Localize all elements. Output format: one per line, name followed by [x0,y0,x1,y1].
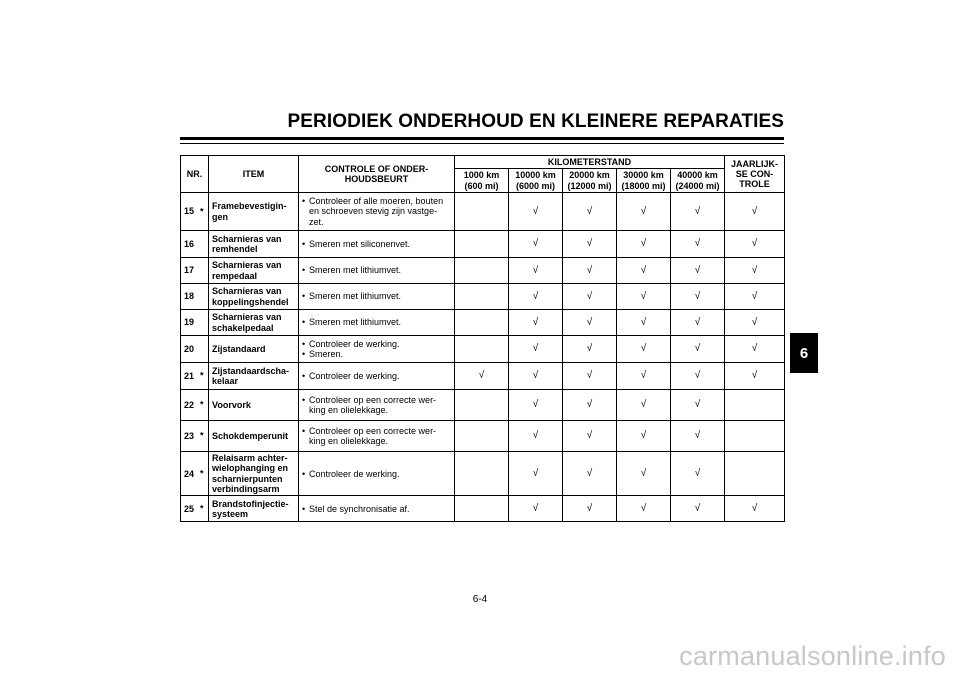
control-list [302,196,451,227]
interval-check-cell [671,421,725,452]
check-mark: √ [751,370,758,382]
mi-value: (6000 mi) [515,180,556,191]
interval-check-cell [509,193,563,231]
table-row [181,336,785,363]
check-mark: √ [640,399,647,411]
interval-check-cell [509,310,563,336]
header-yearly-check: JAARLIJK-SE CON-TROLE [725,156,785,193]
control-item: • Smeren. [302,349,451,359]
check-mark: √ [751,503,758,515]
check-mark: √ [640,503,647,515]
check-mark: √ [694,467,701,479]
check-mark: √ [640,264,647,276]
interval-check-cell [617,336,671,363]
header-km-20000 [563,169,617,193]
row-item: Voorvork [209,390,299,421]
yearly-check-cell [725,390,785,421]
yearly-check-cell [725,336,785,363]
interval-check-cell [671,310,725,336]
dealer-service-asterisk: * [200,399,204,410]
table-row [181,193,785,231]
control-item: • Controleer op een correcte wer-king en olielekkage. [302,395,451,416]
dealer-service-asterisk: * [200,503,204,514]
row-control [299,390,455,421]
check-mark: √ [751,205,758,217]
header-km-40000 [671,169,725,193]
row-number [181,231,209,258]
interval-check-cell [617,231,671,258]
row-number-value: 23 [184,430,195,441]
check-mark: √ [694,370,701,382]
check-mark: √ [586,264,593,276]
row-number [181,258,209,284]
row-control [299,496,455,522]
interval-check-cell [617,310,671,336]
row-control [299,284,455,310]
control-item: • Controleer de werking. [302,339,451,349]
row-item: Scharnieras van rempedaal [209,258,299,284]
interval-check-cell [563,363,617,390]
check-mark: √ [694,205,701,217]
check-mark: √ [640,467,647,479]
control-item: • Stel de synchronisatie af. [302,504,451,514]
interval-check-cell [671,452,725,496]
interval-check-cell [455,496,509,522]
check-mark: √ [694,238,701,250]
row-control [299,363,455,390]
interval-check-cell [617,284,671,310]
interval-check-cell [617,496,671,522]
check-mark: √ [532,238,539,250]
dealer-service-asterisk: * [200,468,204,479]
row-number-value: 15 [184,206,195,217]
check-mark: √ [751,290,758,302]
interval-check-cell [671,496,725,522]
yearly-check-cell [725,284,785,310]
mi-value: (12000 mi) [567,180,612,191]
yearly-check-cell [725,231,785,258]
check-mark: √ [532,205,539,217]
row-number [181,336,209,363]
check-mark: √ [640,316,647,328]
row-number-value: 24 [184,468,195,479]
interval-check-cell [455,421,509,452]
table-row [181,421,785,452]
check-mark: √ [586,343,593,355]
row-number-value: 16 [184,238,195,249]
interval-check-cell [671,258,725,284]
interval-check-cell [563,496,617,522]
row-item: Zijstandaard [209,336,299,363]
control-list [302,317,451,327]
row-number [181,310,209,336]
interval-check-cell [509,421,563,452]
check-mark: √ [694,316,701,328]
row-item: Schokdemperunit [209,421,299,452]
check-mark: √ [532,370,539,382]
control-list [302,239,451,249]
interval-check-cell [563,284,617,310]
table-row [181,363,785,390]
dealer-service-asterisk: * [200,430,204,441]
row-control [299,336,455,363]
control-list [302,339,451,360]
control-list [302,371,451,381]
check-mark: √ [640,343,647,355]
km-value: 40000 km [677,170,718,181]
chapter-tab: 6 [790,333,818,373]
check-mark: √ [532,316,539,328]
control-item: • Smeren met lithiumvet. [302,291,451,301]
row-control [299,258,455,284]
control-item: • Controleer of alle moeren, bouten en schroeven stevig zijn vastge-zet. [302,196,451,227]
check-mark: √ [532,430,539,442]
control-item: • Smeren met lithiumvet. [302,265,451,275]
row-number-value: 19 [184,317,195,328]
interval-check-cell [563,231,617,258]
interval-check-cell [563,258,617,284]
check-mark: √ [640,290,647,302]
mi-value: (24000 mi) [675,180,720,191]
check-mark: √ [586,290,593,302]
interval-check-cell [671,336,725,363]
interval-check-cell [509,258,563,284]
header-control: CONTROLE OF ONDER-HOUDSBEURT [299,156,455,193]
header-km-1000 [455,169,509,193]
check-mark: √ [640,370,647,382]
row-number-value: 25 [184,503,195,514]
check-mark: √ [532,467,539,479]
maintenance-table [180,155,785,522]
row-number [181,193,209,231]
row-number-value: 17 [184,265,195,276]
check-mark: √ [532,503,539,515]
row-item: Scharnieras van koppelingshendel [209,284,299,310]
check-mark: √ [694,399,701,411]
interval-check-cell [563,310,617,336]
check-mark: √ [640,430,647,442]
check-mark: √ [586,467,593,479]
mi-value: (18000 mi) [621,180,666,191]
check-mark: √ [640,238,647,250]
interval-check-cell [455,452,509,496]
row-number [181,421,209,452]
table-row [181,452,785,496]
km-value: 10000 km [515,170,556,181]
yearly-check-cell [725,363,785,390]
table-row [181,310,785,336]
control-list [302,504,451,514]
control-item: • Smeren met lithiumvet. [302,317,451,327]
interval-check-cell [455,336,509,363]
check-mark: √ [751,238,758,250]
interval-check-cell [617,258,671,284]
yearly-check-cell [725,310,785,336]
interval-check-cell [455,390,509,421]
row-number-value: 20 [184,343,195,354]
interval-check-cell [617,193,671,231]
interval-check-cell [455,310,509,336]
table-row [181,390,785,421]
check-mark: √ [586,238,593,250]
interval-check-cell [509,336,563,363]
mi-value: (600 mi) [464,180,499,191]
check-mark: √ [694,343,701,355]
check-mark: √ [532,264,539,276]
control-list [302,265,451,275]
yearly-check-cell [725,193,785,231]
check-mark: √ [478,370,485,382]
row-number [181,363,209,390]
interval-check-cell [563,390,617,421]
interval-check-cell [509,452,563,496]
row-control [299,452,455,496]
control-list [302,395,451,416]
interval-check-cell [455,231,509,258]
table-row [181,496,785,522]
row-item: Zijstandaardscha-kelaar [209,363,299,390]
row-number-value: 18 [184,291,195,302]
check-mark: √ [751,264,758,276]
interval-check-cell [563,336,617,363]
row-number [181,496,209,522]
check-mark: √ [586,399,593,411]
check-mark: √ [532,343,539,355]
interval-check-cell [671,231,725,258]
dealer-service-asterisk: * [200,205,204,216]
interval-check-cell [563,452,617,496]
row-item: Scharnieras van remhendel [209,231,299,258]
interval-check-cell [509,363,563,390]
control-list [302,469,451,479]
check-mark: √ [586,430,593,442]
row-control [299,193,455,231]
interval-check-cell [671,363,725,390]
check-mark: √ [532,290,539,302]
row-number [181,390,209,421]
row-item: Relaisarm achter-wielophanging en scharnierpunten verbindingsarm [209,452,299,496]
interval-check-cell [617,452,671,496]
dealer-service-asterisk: * [200,370,204,381]
table-row [181,284,785,310]
yearly-check-cell [725,258,785,284]
control-item: • Controleer de werking. [302,371,451,381]
header-km-10000 [509,169,563,193]
table-row [181,258,785,284]
check-mark: √ [694,503,701,515]
title-rule-thin [180,143,784,144]
row-number-value: 21 [184,370,195,381]
interval-check-cell [455,363,509,390]
control-list [302,426,451,447]
row-item: Framebevestigin-gen [209,193,299,231]
watermark: carmanualsonline.info [679,641,946,671]
km-value: 1000 km [463,170,500,181]
header-item: ITEM [209,156,299,193]
check-mark: √ [751,316,758,328]
interval-check-cell [563,421,617,452]
interval-check-cell [509,231,563,258]
check-mark: √ [532,399,539,411]
row-item: Brandstofinjectie-systeem [209,496,299,522]
interval-check-cell [617,363,671,390]
page-title: PERIODIEK ONDERHOUD EN KLEINERE REPARATIES [287,111,784,132]
yearly-check-cell [725,452,785,496]
page-number: 6-4 [472,594,488,605]
row-number [181,284,209,310]
check-mark: √ [586,316,593,328]
check-mark: √ [694,290,701,302]
check-mark: √ [586,503,593,515]
interval-check-cell [671,193,725,231]
interval-check-cell [617,421,671,452]
km-value: 30000 km [623,170,664,181]
check-mark: √ [640,205,647,217]
interval-check-cell [455,193,509,231]
header-kilometerstand: KILOMETERSTAND [455,156,725,169]
header-km-30000 [617,169,671,193]
check-mark: √ [694,264,701,276]
header-nr: NR. [181,156,209,193]
check-mark: √ [694,430,701,442]
control-item: • Smeren met siliconenvet. [302,239,451,249]
interval-check-cell [563,193,617,231]
yearly-check-cell [725,421,785,452]
km-value: 20000 km [569,170,610,181]
interval-check-cell [455,284,509,310]
control-list [302,291,451,301]
interval-check-cell [509,496,563,522]
check-mark: √ [586,205,593,217]
row-control [299,421,455,452]
check-mark: √ [751,343,758,355]
interval-check-cell [671,390,725,421]
interval-check-cell [671,284,725,310]
row-item: Scharnieras van schakelpedaal [209,310,299,336]
interval-check-cell [455,258,509,284]
title-rule-thick [180,137,784,140]
interval-check-cell [617,390,671,421]
table-row [181,231,785,258]
yearly-check-cell [725,496,785,522]
row-number-value: 22 [184,399,195,410]
check-mark: √ [586,370,593,382]
interval-check-cell [509,390,563,421]
row-control [299,310,455,336]
row-control [299,231,455,258]
control-item: • Controleer op een correcte wer-king en olielekkage. [302,426,451,447]
row-number [181,452,209,496]
control-item: • Controleer de werking. [302,469,451,479]
interval-check-cell [509,284,563,310]
